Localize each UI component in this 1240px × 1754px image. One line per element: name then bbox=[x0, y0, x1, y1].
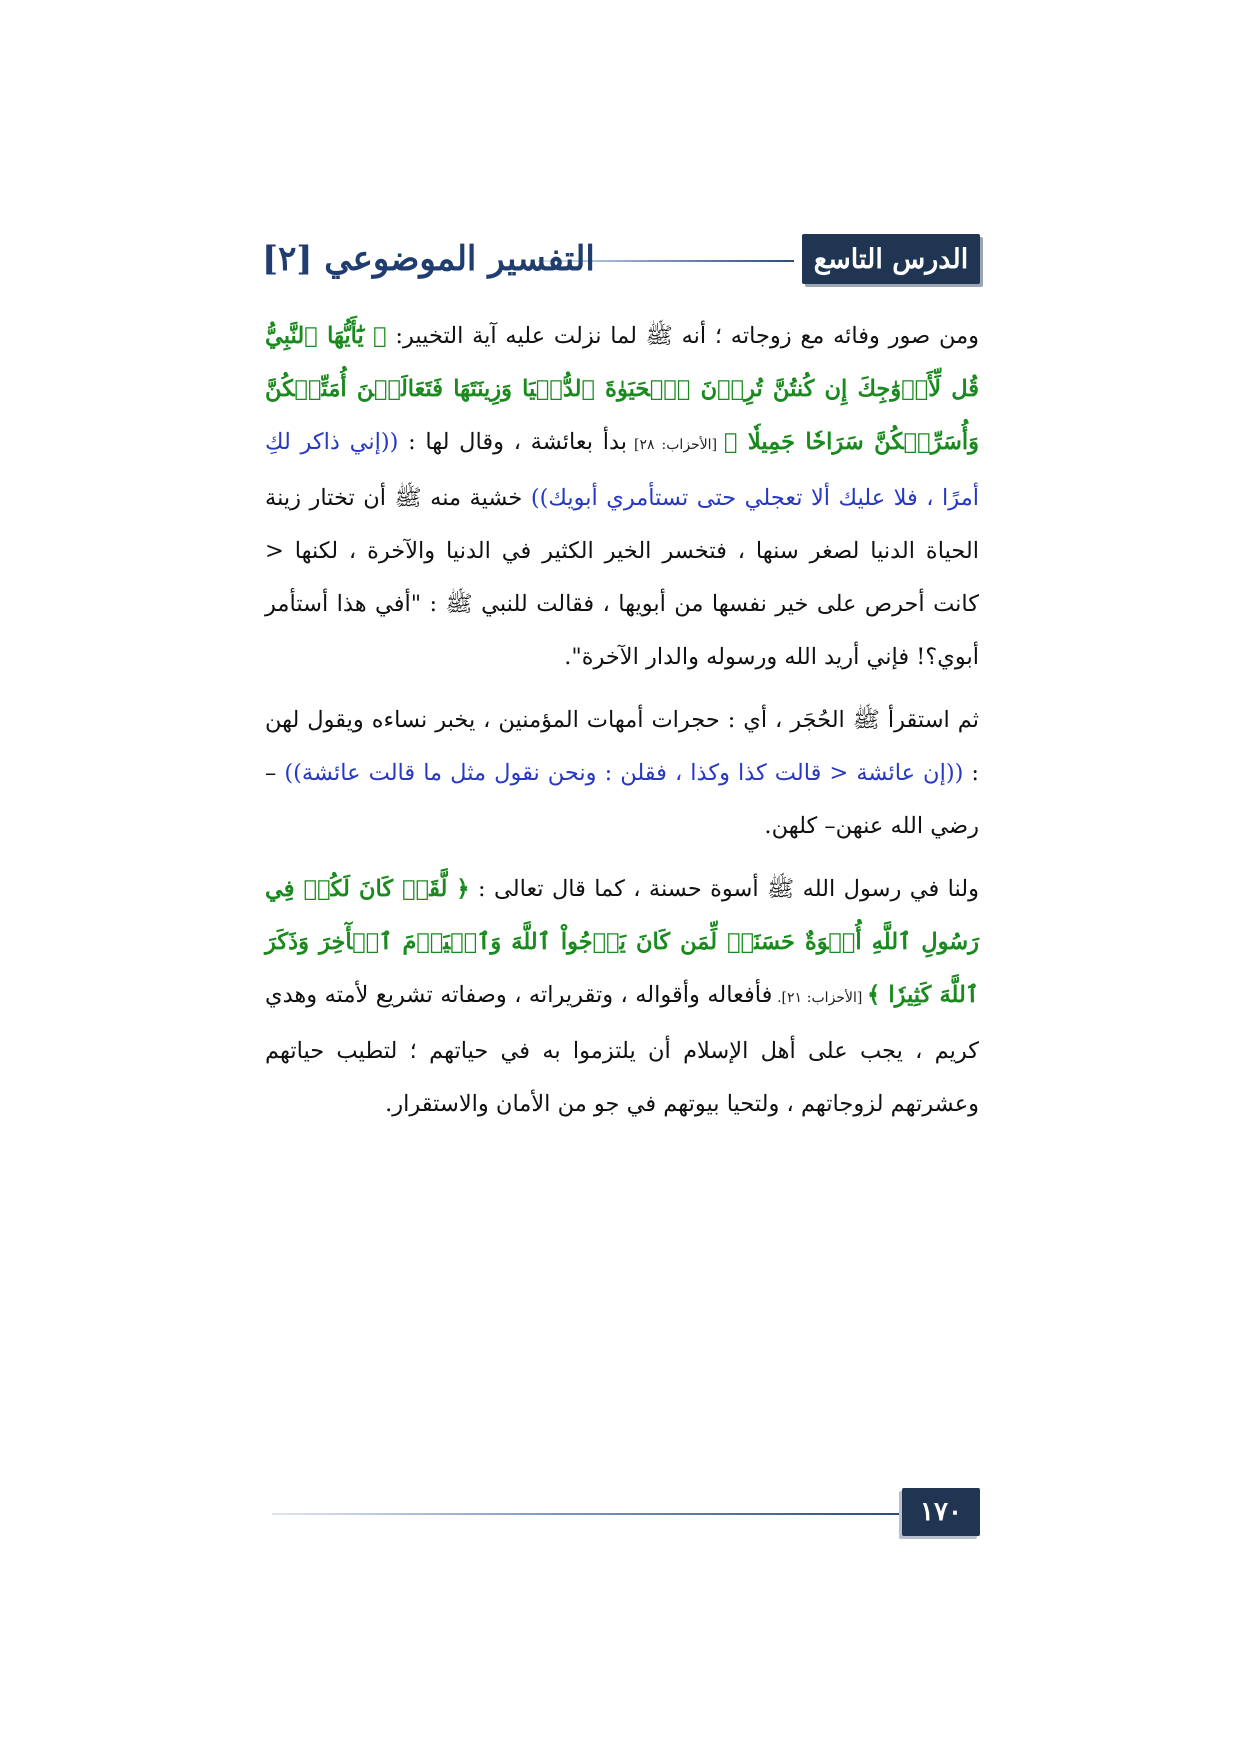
hadith-quote: ((إني ذاكر لكِ أمرًا ، فلا عليك ألا تعجلي حتى تستأمري أبويك)) bbox=[265, 429, 979, 511]
page-body bbox=[265, 310, 979, 1141]
page-number: ١٧٠ bbox=[902, 1488, 980, 1536]
hadith-quote: ((إن عائشة < قالت كذا وكذا ، فقلن : ونحن نقول مثل ما قالت عائشة)) bbox=[284, 760, 964, 786]
text: خشية منه ﷺ أن تختار زينة الحياة الدنيا لصغر سنها ، فتخسر الخير الكثير في الدنيا والآخرة ، لكنها < كانت أحرص على خير نفسها من أبويها ، فقالت للنبي ﷺ : "أفي هذا أستأمر أبوي؟! فإني أريد الله ورسوله والدار الآخرة". bbox=[265, 485, 979, 670]
page-footer bbox=[262, 1488, 980, 1538]
paragraph-3 bbox=[265, 863, 979, 1131]
text: فأفعاله وأقواله ، وتقريراته ، وصفاته تشريع لأمته وهدي كريم ، يجب على أهل الإسلام أن يلتزموا به في حياتهم ؛ لتطيب حياتهم وعشرتهم لزوجاتهم ، ولتحيا بيوتهم في جو من الأمان والاستقرار. bbox=[265, 982, 979, 1117]
quran-verse: ﴿ لَّقَدۡ كَانَ لَكُمۡ فِي رَسُولِ ٱللَّهِ أُسۡوَةٌ حَسَنَةٞ لِّمَن كَانَ يَرۡجُواْ ٱللَّهَ وَٱلۡيَوۡمَ ٱلۡأٓخِرَ وَذَكَرَ ٱللَّهَ كَثِيرٗا ﴾ bbox=[265, 876, 979, 1008]
text: ثم استقرأ ﷺ الحُجَر ، أي : حجرات أمهات المؤمنين ، يخبر نساءه ويقول لهن : bbox=[265, 707, 980, 786]
lesson-badge: الدرس التاسع bbox=[802, 234, 980, 284]
footer-rule bbox=[272, 1513, 900, 1515]
text: ولنا في رسول الله ﷺ أسوة حسنة ، كما قال تعالى : bbox=[469, 876, 979, 902]
paragraph-1 bbox=[265, 310, 979, 684]
verse-reference: [الأحزاب: ٢١]. bbox=[772, 990, 868, 1006]
paragraph-2 bbox=[265, 694, 979, 853]
text: ومن صور وفائه مع زوجاته ؛ أنه ﷺ لما نزلت عليه آية التخيير: bbox=[386, 323, 979, 349]
book-title: التفسير الموضوعي [٢] bbox=[262, 239, 595, 279]
text: بدأ بعائشة ، وقال لها : bbox=[398, 429, 628, 455]
quran-verse: ﴿ يَٰٓأَيُّهَا ٱلنَّبِيُّ قُل لِّأَزۡوَٰجِكَ إِن كُنتُنَّ تُرِدۡنَ ٱلۡحَيَوٰةَ ٱلدُّنۡيَا وَزِينَتَهَا فَتَعَالَيۡنَ أُمَتِّعۡكُنَّ وَأُسَرِّحۡكُنَّ سَرَاحٗا جَمِيلٗا ﴾ bbox=[265, 323, 980, 455]
page-header bbox=[262, 230, 980, 288]
text: – رضي الله عنهن– كلهن. bbox=[265, 760, 979, 839]
verse-reference: [الأحزاب: ٢٨] bbox=[627, 437, 725, 453]
